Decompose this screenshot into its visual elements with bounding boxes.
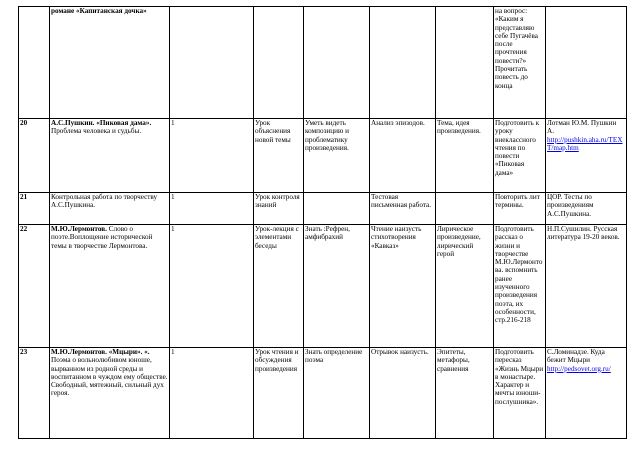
lesson-plan-table bbox=[18, 6, 627, 439]
homework-cell: Подготовить пересказ «Жизнь Мцыри в монастыре. Характер и мечты юноши-послушника». bbox=[494, 348, 546, 439]
resources-cell bbox=[546, 193, 627, 225]
topic-description: Контрольная работа по творчеству А.С.Пушкина. bbox=[51, 193, 158, 210]
homework-cell: Подготовить рассказ о жизни и творчестве М.Ю.Лермонтова. вспомнить ранее изученного произведения поэта, их особенности, стр.216-218 bbox=[494, 225, 546, 348]
topic-description: Проблема человека и судьбы. bbox=[51, 127, 142, 136]
lesson-type-cell: Урок чтения и обсуждения произведения bbox=[254, 348, 304, 439]
lesson-topic-cell bbox=[50, 193, 170, 225]
hours-cell: 1 bbox=[170, 193, 254, 225]
homework-cell: на вопрос: «Каким я представляю себе Пугачёва после прочтения повести?» Прочитать повесть до конца bbox=[494, 7, 546, 119]
terms-cell: Лирическое произведение, лирический герой bbox=[436, 225, 494, 348]
table-row bbox=[19, 348, 627, 439]
lesson-topic-cell bbox=[50, 119, 170, 193]
lesson-type-cell: Урок контроля знаний bbox=[254, 193, 304, 225]
skills-cell: Знать :Рефрен, амфибрахий bbox=[304, 225, 370, 348]
topic-title: романе «Капитанская дочка» bbox=[51, 7, 147, 15]
hours-cell bbox=[170, 7, 254, 119]
activity-cell bbox=[370, 7, 436, 119]
topic-description: Поэма о вольнолюбивом юноше, вырванном из родной среды и воспитанном в чуждом ему обществе. Свободный, мятежный, сильный дух героя. bbox=[51, 356, 168, 398]
topic-description: Слово о поэте.Воплощение исторической темы в творчестве Лермонтова. bbox=[51, 225, 153, 250]
lesson-number-cell: 23 bbox=[19, 348, 50, 439]
activity-cell: Тестовая письменная работа. bbox=[370, 193, 436, 225]
skills-cell: Знать определение поэма bbox=[304, 348, 370, 439]
homework-cell: Подготовить к уроку внеклассного чтения по повести «Пиковая дама» bbox=[494, 119, 546, 193]
topic-title: М.Ю.Лермонтов. «Мцыри». «. bbox=[51, 348, 150, 356]
resources-cell bbox=[546, 225, 627, 348]
lesson-topic-cell bbox=[50, 7, 170, 119]
hours-cell: 1 bbox=[170, 225, 254, 348]
lesson-type-cell: Урок объяснения новой темы bbox=[254, 119, 304, 193]
activity-cell: Чтение наизусть стихотворения «Кавказ» bbox=[370, 225, 436, 348]
terms-cell: Эпитеты, метафоры, сравнения bbox=[436, 348, 494, 439]
resources-cell bbox=[546, 7, 627, 119]
lesson-type-cell bbox=[254, 7, 304, 119]
resources-text: С.Ломинадзе. Куда бежит Мцыри bbox=[547, 348, 605, 365]
skills-cell bbox=[304, 193, 370, 225]
homework-cell: Повторить лит термины. bbox=[494, 193, 546, 225]
lesson-number-cell: 21 bbox=[19, 193, 50, 225]
lesson-number-cell: 22 bbox=[19, 225, 50, 348]
activity-cell: Анализ эпизодов. bbox=[370, 119, 436, 193]
topic-title: А.С.Пушкин. «Пиковая дама». bbox=[51, 119, 152, 127]
lesson-number-cell: 20 bbox=[19, 119, 50, 193]
skills-cell: Уметь видеть композицию и проблематику произведения. bbox=[304, 119, 370, 193]
terms-cell: Тема, идея произведения. bbox=[436, 119, 494, 193]
resources-cell bbox=[546, 119, 627, 193]
hours-cell: 1 bbox=[170, 119, 254, 193]
resources-text: Лотман Ю.М. Пушкин А. bbox=[547, 119, 617, 136]
activity-cell: Отрывок наизусть. bbox=[370, 348, 436, 439]
table-row bbox=[19, 225, 627, 348]
resources-text: Н.П.Сушилин. Русская литература 19-20 веков. bbox=[547, 225, 620, 242]
lesson-rows bbox=[19, 7, 627, 439]
lesson-topic-cell bbox=[50, 348, 170, 439]
hours-cell: 1 bbox=[170, 348, 254, 439]
topic-title: М.Ю.Лермонтов. bbox=[51, 225, 107, 233]
lesson-topic-cell bbox=[50, 225, 170, 348]
table-row bbox=[19, 193, 627, 225]
resources-cell bbox=[546, 348, 627, 439]
resource-link[interactable]: http://pedsovet.org.ru/ bbox=[547, 364, 611, 373]
lesson-type-cell: Урок-лекция с элементами беседы bbox=[254, 225, 304, 348]
table-row bbox=[19, 7, 627, 119]
lesson-number-cell bbox=[19, 7, 50, 119]
terms-cell bbox=[436, 193, 494, 225]
resources-text: ЦОР. Тесты по произведениям А.С.Пушкина. bbox=[547, 193, 594, 218]
table-row bbox=[19, 119, 627, 193]
terms-cell bbox=[436, 7, 494, 119]
resource-link[interactable]: http://pushkin.aha.ru/TEXT/map.htm bbox=[547, 135, 623, 152]
skills-cell bbox=[304, 7, 370, 119]
